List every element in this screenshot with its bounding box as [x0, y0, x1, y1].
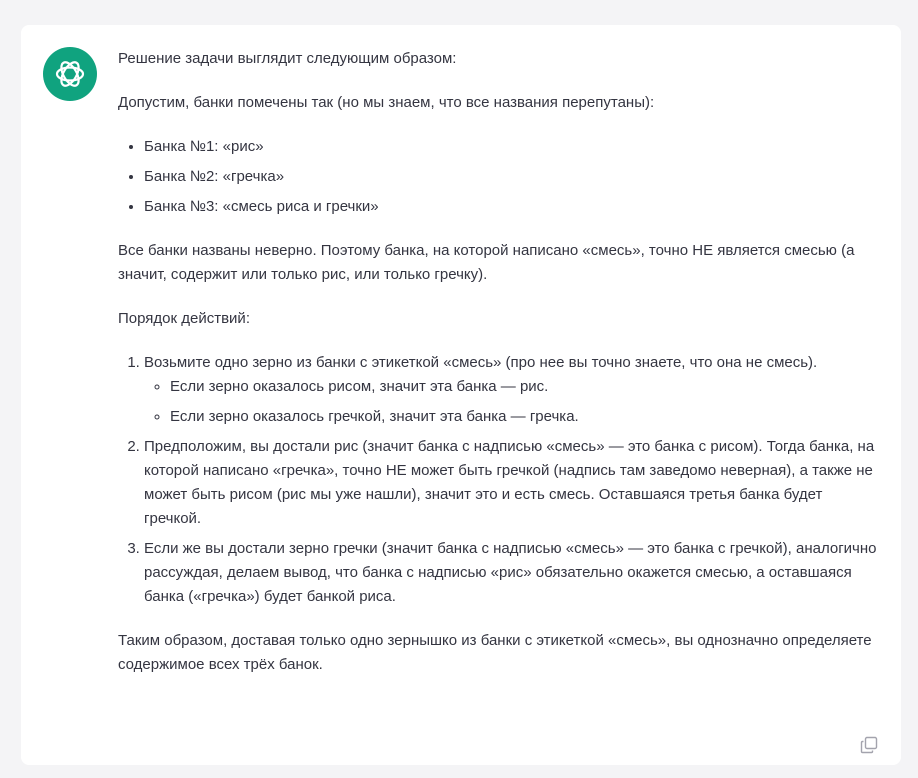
step-text: Предположим, вы достали рис (значит банка с надписью «смесь» — это банка с рисом). Тогда банка, на которой написано «гречка», точно НЕ может быть гречкой (надпись там заведомо неверная), а также не может быть рисом (рис мы уже нашли), значит это и есть смесь. Оставшаяся третья банка будет гречкой. [144, 438, 875, 527]
steps-list [118, 351, 878, 609]
reasoning-text: Все банки названы неверно. Поэтому банка, на которой написано «смесь», точно НЕ является смесью (а значит, содержит или только рис, или только гречку). [118, 242, 855, 283]
step-text: Возьмите одно зерно из банки с этикеткой «смесь» (про нее вы точно знаете, что она не смесь). [144, 354, 818, 371]
step-item [144, 435, 878, 531]
copy-button[interactable] [859, 735, 879, 755]
copy-icon [859, 735, 879, 755]
openai-logo-icon [53, 57, 87, 91]
assumption-text: Допустим, банки помечены так (но мы знаем, что все названия перепутаны): [118, 94, 655, 111]
assistant-avatar [43, 47, 97, 101]
substep-item: ◦ Если зерно оказалось гречкой, значит эта банка — гречка. [170, 405, 878, 429]
message-content [118, 47, 878, 697]
order-title: Порядок действий: [118, 310, 250, 327]
assistant-message-card [21, 25, 901, 765]
substep-item: ◦ Если зерно оказалось рисом, значит эта банка — рис. [170, 375, 878, 399]
step-item [144, 351, 878, 429]
list-item: • Банка №1: «рис» [144, 135, 878, 159]
step-text: Если же вы достали зерно гречки (значит банка с надписью «смесь» — это банка с гречкой), аналогично рассуждая, делаем вывод, что банка с надписью «рис» обязательно окажется смесью, а оставшаяся банка («гречка») будет банкой риса. [144, 540, 877, 605]
conclusion-text: Таким образом, доставая только одно зернышко из банки с этикеткой «смесь», вы однозначно определяете содержимое всех трёх банок. [118, 632, 872, 673]
list-item: • Банка №2: «гречка» [144, 165, 878, 189]
substeps-list [144, 375, 878, 429]
intro-text: Решение задачи выглядит следующим образом: [118, 50, 457, 67]
jar-labels-list [118, 135, 878, 219]
step-item [144, 537, 878, 609]
list-item: • Банка №3: «смесь риса и гречки» [144, 195, 878, 219]
